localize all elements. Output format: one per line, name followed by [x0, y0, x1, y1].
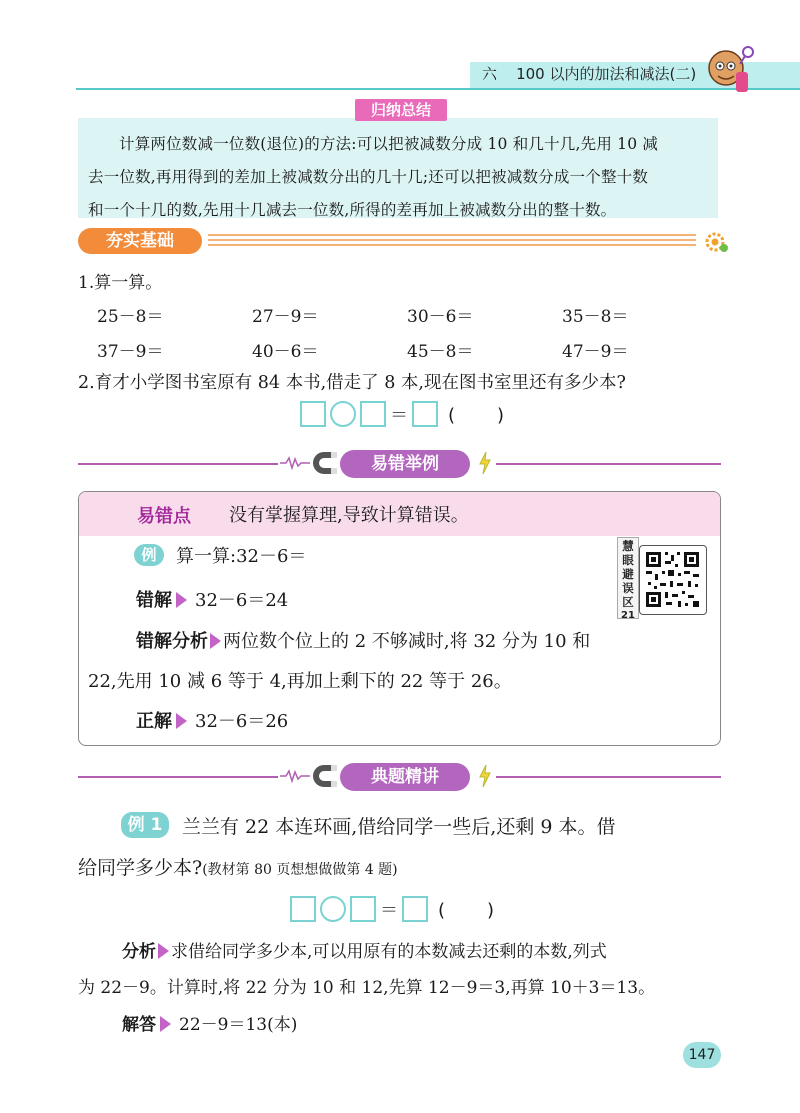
answer-box[interactable] — [402, 896, 428, 922]
triangle-icon — [176, 713, 187, 729]
qr-label-char: 眼 — [622, 553, 634, 567]
basics-stripes — [208, 234, 696, 246]
wrong-analysis — [136, 627, 590, 653]
correct-text: 32－6＝26 — [195, 711, 289, 732]
answer-template — [290, 896, 496, 922]
qr-label-char: 21 — [621, 610, 635, 621]
qr-label — [617, 537, 639, 619]
answer-box[interactable] — [290, 896, 316, 922]
summary-line: 去一位数,再用得到的差加上被减数分出的几十几;还可以把被减数分成一个整十数 — [88, 168, 649, 186]
mistakes-label: 易错举例 — [340, 450, 470, 478]
answer-template — [300, 401, 506, 427]
mistakes-divider-left — [78, 463, 278, 465]
wave-icon — [280, 769, 310, 783]
answer-box[interactable] — [300, 401, 326, 427]
triangle-icon — [176, 592, 187, 608]
qr-code-icon — [640, 546, 705, 613]
qr-label-char: 避 — [622, 567, 634, 581]
example-badge: 例 — [134, 544, 164, 566]
operator-circle[interactable] — [320, 896, 346, 922]
wrong-label: 错解 — [136, 590, 172, 611]
answer-box[interactable] — [412, 401, 438, 427]
example-1-question: 给同学多少本? — [78, 857, 203, 879]
equals-sign: ＝ — [390, 405, 408, 426]
wave-icon — [280, 456, 310, 470]
analysis-text: 两位数个位上的 2 不够减时,将 32 分为 10 和 — [223, 631, 591, 652]
triangle-icon — [160, 1016, 171, 1032]
calc-item: 35－8＝ — [562, 307, 629, 327]
lecture-label: 典题精讲 — [340, 763, 470, 791]
summary-line: 计算两位数减一位数(退位)的方法:可以把被减数分成 10 和几十几,先用 10 减 — [119, 135, 659, 153]
calc-item: 27－9＝ — [252, 307, 319, 327]
analysis-text: 求借给同学多少本,可以用原有的本数减去还剩的本数,列式 — [171, 942, 607, 962]
page-number: 147 — [683, 1042, 721, 1068]
answer-label: 解答 — [122, 1015, 156, 1035]
wrong-text: 32－6＝24 — [195, 590, 289, 611]
answer-box[interactable] — [350, 896, 376, 922]
analysis-label: 分析 — [122, 942, 156, 962]
unit-blank[interactable]: ( ) — [438, 900, 497, 921]
triangle-icon — [158, 943, 169, 959]
basics-label: 夯实基础 — [78, 228, 202, 254]
summary-text — [88, 128, 708, 227]
magnet-icon — [312, 765, 338, 787]
question-2-title: 2.育才小学图书室原有 84 本书,借走了 8 本,现在图书室里还有多少本? — [78, 373, 626, 393]
qr-label-char: 区 — [622, 595, 634, 609]
calc-item: 37－9＝ — [97, 342, 164, 362]
chapter-number: 六 — [482, 65, 498, 83]
qr-label-char: 误 — [622, 581, 634, 595]
correct-solution — [136, 707, 288, 733]
lecture-analysis — [122, 937, 607, 962]
qr-label-char: 慧 — [622, 539, 634, 553]
calc-item: 30－6＝ — [407, 307, 474, 327]
mistake-point-text: 没有掌握算理,导致计算错误。 — [229, 505, 469, 526]
mistakes-divider-right — [496, 463, 721, 465]
magnet-icon — [312, 452, 338, 474]
qr-widget[interactable] — [617, 537, 709, 619]
calc-item: 40－6＝ — [252, 342, 319, 362]
unit-blank[interactable]: ( ) — [448, 405, 507, 426]
calc-item: 25－8＝ — [97, 307, 164, 327]
analysis-text-cont: 22,先用 10 减 6 等于 4,再加上剩下的 22 等于 26。 — [88, 671, 512, 692]
wrong-solution — [136, 586, 288, 612]
analysis-text-cont: 为 22－9。计算时,将 22 分为 10 和 12,先算 12－9＝3,再算 10＋3＝13。 — [78, 978, 656, 998]
lightning-icon — [478, 452, 492, 474]
calc-item: 45－8＝ — [407, 342, 474, 362]
equals-sign: ＝ — [380, 900, 398, 921]
summary-tab: 归纳总结 — [355, 99, 447, 121]
triangle-icon — [210, 633, 221, 649]
summary-line: 和一个十几的数,先用十几减去一位数,所得的差再加上被减数分出的整十数。 — [88, 201, 617, 219]
lecture-answer — [122, 1010, 297, 1035]
analysis-label: 错解分析 — [136, 631, 208, 652]
example-text: 算一算:32－6＝ — [176, 546, 307, 567]
gear-icon — [703, 229, 729, 255]
calc-item: 47－9＝ — [562, 342, 629, 362]
answer-box[interactable] — [360, 401, 386, 427]
answer-text: 22－9＝13(本) — [179, 1015, 298, 1035]
example-1-source: (教材第 80 页想想做做第 4 题) — [202, 862, 398, 878]
lecture-divider-right — [496, 776, 721, 778]
operator-circle[interactable] — [330, 401, 356, 427]
qr-code[interactable] — [639, 545, 707, 615]
correct-label: 正解 — [136, 711, 172, 732]
chapter-name: 100 以内的加法和减法(二) — [516, 65, 697, 83]
question-1-title: 1.算一算。 — [78, 273, 163, 293]
example-1-badge: 例 1 — [121, 812, 169, 838]
header-divider — [76, 88, 800, 90]
mascot-icon — [700, 40, 760, 98]
example-1-text: 兰兰有 22 本连环画,借给同学一些后,还剩 9 本。借 — [182, 816, 616, 838]
mistake-point-label: 易错点 — [137, 506, 191, 527]
lightning-icon — [478, 765, 492, 787]
lecture-divider-left — [78, 776, 278, 778]
example-1-text-cont — [78, 853, 398, 880]
chapter-title — [482, 63, 696, 84]
